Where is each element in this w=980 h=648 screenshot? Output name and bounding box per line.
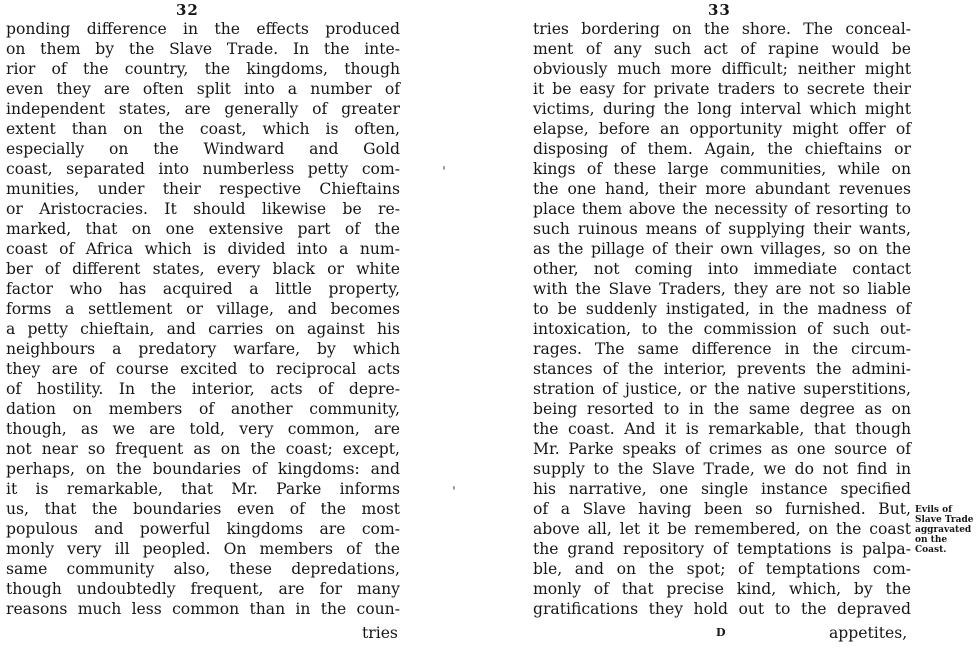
text-line: though undoubtedly frequent, are for many [6,580,400,598]
gutter-mark: ˈ [452,485,456,501]
text-line: munities, under their respective Chieftains [6,180,400,198]
text-line: as the pillage of their own villages, so on the [533,240,911,258]
text-line: especially on the Windward and Gold [6,140,400,158]
text-line: victims, during the long interval which might [533,100,911,118]
margin-note-line: Coast. [915,545,947,555]
text-line: even they are often split into a number of [6,80,400,98]
text-line: on them by the Slave Trade. In the inte- [6,40,400,58]
text-line: independent states, are generally of greater [6,100,400,118]
text-line: stration of justice, or the native superstitions, [533,380,911,398]
text-line: factor who has acquired a little property, [6,280,400,298]
margin-note-line: on the [915,535,948,545]
right-page [520,0,920,648]
text-line: marked, that on one extensive part of the [6,220,400,238]
text-line: dation on members of another community, [6,400,400,418]
text-line: a petty chieftain, and carries on against his [6,320,400,338]
text-line: to be suddenly instigated, in the madness of [533,300,911,318]
signature-mark: D [716,626,727,639]
text-line: of a Slave having been so furnished. But, [533,500,911,518]
text-line: ponding difference in the effects produced [6,20,400,38]
text-line: the coast. And it is remarkable, that though [533,420,911,438]
text-line: same community also, these depredations, [6,560,400,578]
text-line: ble, and on the spot; of temptations com- [533,560,911,578]
text-line: of hostility. In the interior, acts of depre- [6,380,400,398]
text-line: forms a settlement or village, and becomes [6,300,400,318]
gutter-mark: ˈ [442,165,446,181]
text-line: intoxication, to the commission of such out- [533,320,911,338]
text-line: such ruinous means of supplying their wants, [533,220,911,238]
text-line: the grand repository of temptations is palpa- [533,540,911,558]
text-line: gratifications they hold out to the depraved [533,600,911,618]
left-page-text [6,19,400,619]
text-line: though, as we are told, very common, are [6,420,400,438]
text-line: neighbours a predatory warfare, by which [6,340,400,358]
text-line: being resorted to in the same degree as on [533,400,911,418]
catchword-right: appetites, [829,624,908,642]
text-line: they are of course excited to reciprocal acts [6,360,400,378]
text-line: or Aristocracies. It should likewise be re- [6,200,400,218]
left-page [0,0,410,648]
text-line: extent than on the coast, which is often, [6,120,400,138]
text-line: coast of Africa which is divided into a num- [6,240,400,258]
text-line: Mr. Parke speaks of crimes as one source of [533,440,911,458]
text-line: populous and powerful kingdoms are com- [6,520,400,538]
margin-note [915,505,979,555]
right-page-text [533,19,911,619]
text-line: his narrative, one single instance specified [533,480,911,498]
margin-note-line: Evils of [915,505,953,515]
text-line: it is remarkable, that Mr. Parke informs [6,480,400,498]
text-line: with the Slave Traders, they are not so liable [533,280,911,298]
text-line: obviously much more difficult; neither might [533,60,911,78]
text-line: tries bordering on the shore. The conceal- [533,20,911,38]
text-line: ment of any such act of rapine would be [533,40,911,58]
text-line: elapse, before an opportunity might offer of [533,120,911,138]
catchword-left: tries [362,624,398,642]
text-line: monly very ill peopled. On members of the [6,540,400,558]
text-line: coast, separated into numberless petty com- [6,160,400,178]
text-line: monly of that precise kind, which, by the [533,580,911,598]
text-line: reasons much less common than in the coun- [6,600,400,618]
text-line: rior of the country, the kingdoms, though [6,60,400,78]
page-number-left: 32 [176,1,199,19]
text-line: disposing of them. Again, the chieftains or [533,140,911,158]
margin-note-line: Slave Trade [915,515,974,525]
text-line: above all, let it be remembered, on the coast [533,520,911,538]
text-line: stances of the interior, prevents the admini- [533,360,911,378]
text-line: rages. The same difference in the circum- [533,340,911,358]
text-line: the one hand, their more abundant revenues [533,180,911,198]
text-line: not near so frequent as on the coast; except, [6,440,400,458]
text-line: perhaps, on the boundaries of kingdoms: and [6,460,400,478]
text-line: place them above the necessity of resorting to [533,200,911,218]
text-line: ber of different states, every black or white [6,260,400,278]
text-line: supply to the Slave Trade, we do not find in [533,460,911,478]
text-line: other, not coming into immediate contact [533,260,911,278]
page-number-right: 33 [708,1,731,19]
margin-note-line: aggravated [915,525,972,535]
text-line: us, that the boundaries even of the most [6,500,400,518]
text-line: it be easy for private traders to secrete their [533,80,911,98]
text-line: kings of these large communities, while on [533,160,911,178]
